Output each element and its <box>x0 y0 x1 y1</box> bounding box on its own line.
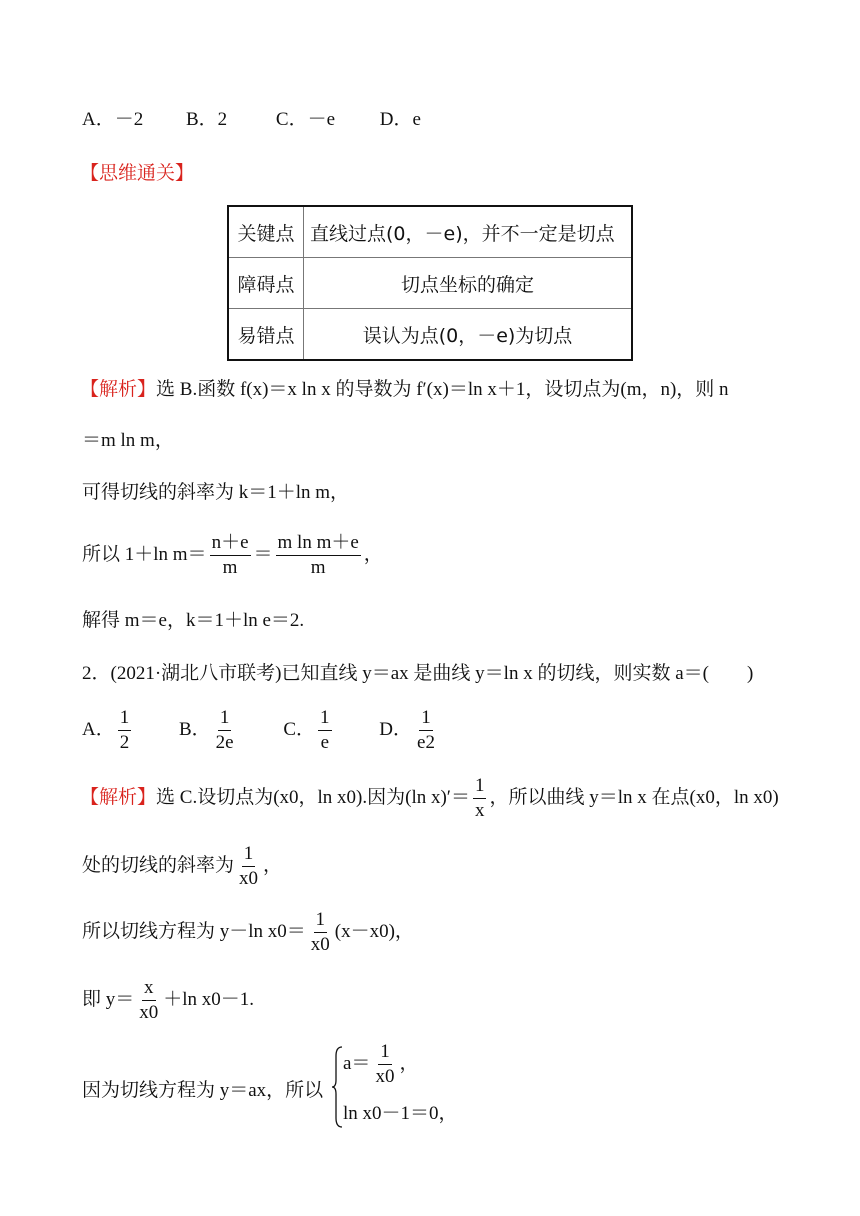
fraction: $\frac{x}{x0}$ <box>139 977 159 1023</box>
numerator: m ln m＋e <box>276 533 361 556</box>
fraction: $\frac{1}{x}$ <box>474 775 485 821</box>
brace-icon <box>331 1046 343 1128</box>
solution2-line3: 所以切线方程为 y－ln x0＝ $\frac{1}{x0}$ (x－x0)， <box>82 909 414 955</box>
option-c: C．－e <box>275 109 336 130</box>
option-a: A．－2 <box>82 109 144 130</box>
option-d: D． $\frac{1}{e2}$ <box>379 707 435 753</box>
question2-stem: 2．(2021·湖北八市联考)已知直线 y＝ax 是曲线 y＝ln x 的切线，则实数 a＝( ) <box>82 663 754 684</box>
table-row <box>228 206 632 258</box>
fraction <box>276 533 361 578</box>
solution1-line4 <box>82 533 383 578</box>
table-cell: 直线过点(0，－e)，并不一定是切点 <box>304 206 633 258</box>
q1-options <box>82 108 421 132</box>
solution1-line5: 解得 m＝e，k＝1＋ln e＝2. <box>82 610 305 631</box>
option-b: B．2 <box>185 109 228 130</box>
option-b: B． $\frac{1}{2e}$ <box>178 707 234 753</box>
system-line2: ln x0－1＝0， <box>343 1103 458 1124</box>
denominator: m <box>310 557 326 578</box>
table-row <box>228 309 632 361</box>
comma: ， <box>363 543 383 565</box>
table-head: 障碍点 <box>228 258 304 309</box>
solution2-line4: 即 y＝ $\frac{x}{x0}$ ＋ln x0－1. <box>82 977 255 1023</box>
table-row <box>228 258 632 309</box>
option-c: C． $\frac{1}{e}$ <box>283 707 330 753</box>
fraction <box>210 533 251 578</box>
equals-sign: ＝ <box>253 543 273 565</box>
numerator: n＋e <box>210 533 251 556</box>
thinking-title: 【思维通关】 <box>80 162 195 184</box>
fraction: $\frac{1}{x0}$ <box>310 909 330 955</box>
key-points-table <box>227 205 633 361</box>
table-head: 关键点 <box>228 206 304 258</box>
table-cell: 误认为点(0，－e)为切点 <box>304 309 633 361</box>
option-a: A． $\frac{1}{2}$ <box>82 707 130 753</box>
fraction: $\frac{1}{x0}$ <box>239 843 259 889</box>
solution1-line3: 可得切线的斜率为 k＝1＋ln m， <box>82 482 350 503</box>
solution1-text: 选 B.函数 f(x)＝x ln x 的导数为 f′(x)＝ln x＋1，设切点为(m，n)，则 n <box>156 379 729 400</box>
fraction: $\frac{1}{x0}$ <box>375 1041 395 1087</box>
solution2-line1: 【解析】选 C.设切点为(x0，ln x0).因为(ln x)′＝ $\frac{1}{x}$ ，所以曲线 y＝ln x 在点(x0，ln x0) <box>80 775 779 821</box>
denominator: m <box>222 557 238 578</box>
system-line1: a＝ $\frac{1}{x0}$ ， <box>343 1041 419 1087</box>
analysis-tag: 【解析】 <box>80 785 157 808</box>
solution2-line2: 处的切线的斜率为 $\frac{1}{x0}$ ， <box>82 843 283 889</box>
question2-options <box>82 708 440 753</box>
solution1-line2: ＝m ln m， <box>82 430 174 451</box>
table-head: 易错点 <box>228 309 304 361</box>
solution1-line1 <box>80 377 729 402</box>
line-prefix: 所以 1＋ln m＝ <box>82 543 207 565</box>
option-d: D．e <box>379 109 421 130</box>
solution2-line5: 因为切线方程为 y＝ax，所以 <box>82 1080 324 1101</box>
analysis-tag: 【解析】 <box>80 378 157 400</box>
table-cell: 切点坐标的确定 <box>304 258 633 309</box>
